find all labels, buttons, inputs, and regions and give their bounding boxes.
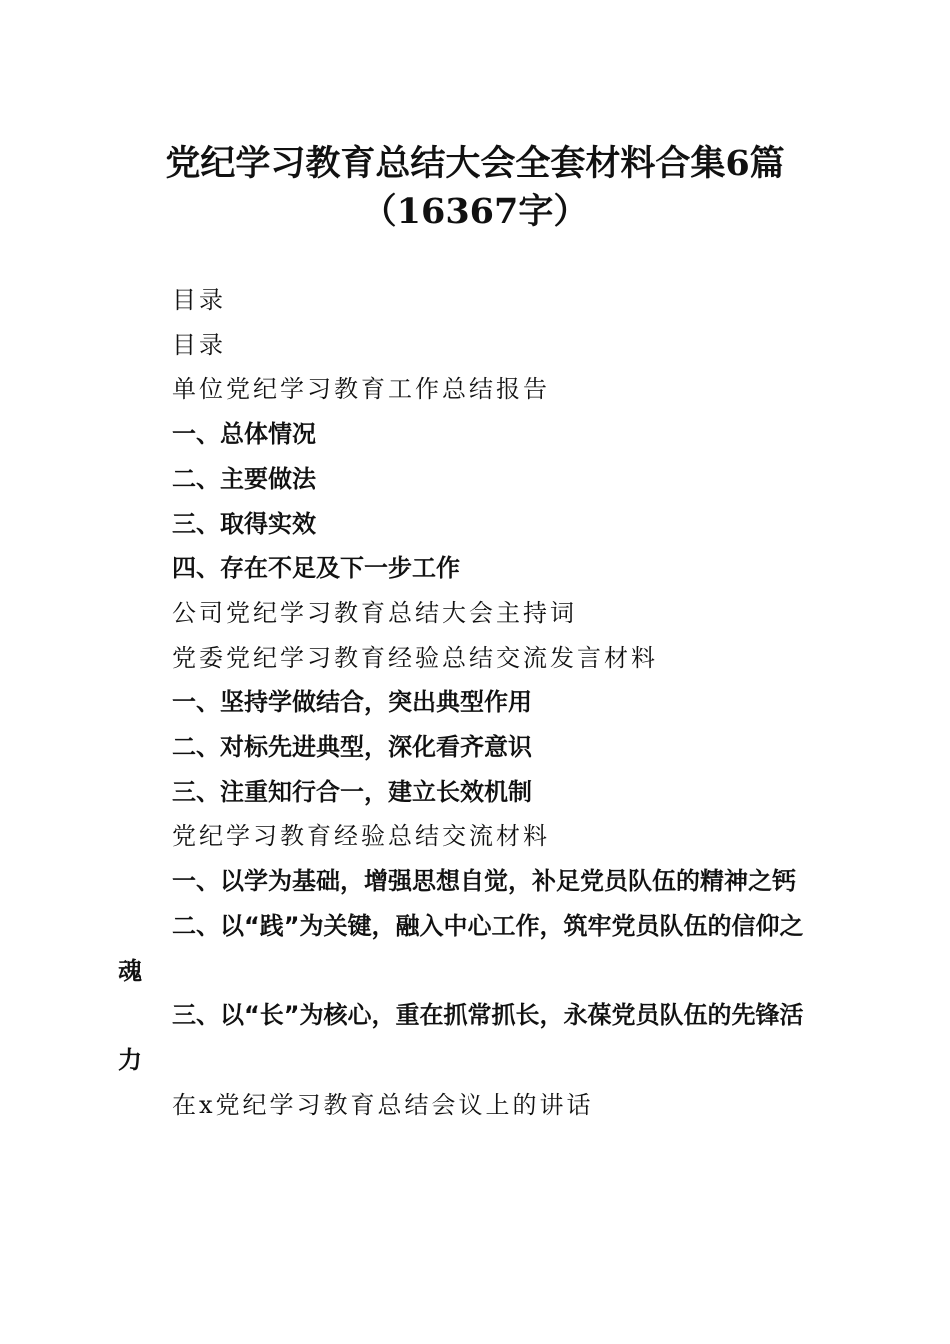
document-title-line-2: （16367字） xyxy=(361,191,589,232)
toc-section-item: 一、总体情况 xyxy=(172,420,316,449)
toc-section-item: 二、主要做法 xyxy=(172,464,316,493)
toc-section-item: 四、存在不足及下一步工作 xyxy=(172,554,460,583)
toc-section-item: 一、坚持学做结合，突出典型作用 xyxy=(172,688,532,717)
toc-article-title: 公司党纪学习教育总结大会主持词 xyxy=(172,598,577,627)
toc-section-item: 三、取得实效 xyxy=(172,509,316,538)
toc-article-title: 单位党纪学习教育工作总结报告 xyxy=(172,375,550,404)
toc-section-item: 二、对标先进典型，深化看齐意识 xyxy=(172,733,532,762)
toc-section-item: 三、以“长”为核心，重在抓常抓长，永葆党员队伍的先锋活力 xyxy=(118,1001,804,1074)
toc-heading: 目录 xyxy=(172,286,226,314)
table-of-contents xyxy=(118,278,826,1127)
toc-article-title: 在x党纪学习教育总结会议上的讲话 xyxy=(172,1090,594,1119)
toc-article-title: 党纪学习教育经验总结交流材料 xyxy=(172,822,550,851)
document-title-line-1: 党纪学习教育总结大会全套材料合集6篇 xyxy=(165,143,785,184)
toc-section-item: 二、以“践”为关键，融入中心工作，筑牢党员队伍的信仰之魂 xyxy=(118,911,804,985)
toc-section-item: 一、以学为基础，增强思想自觉，补足党员队伍的精神之钙 xyxy=(172,867,796,896)
toc-article-title: 党委党纪学习教育经验总结交流发言材料 xyxy=(172,643,658,672)
toc-section-item: 三、注重知行合一，建立长效机制 xyxy=(172,777,532,806)
toc-heading-repeat: 目录 xyxy=(172,330,226,359)
